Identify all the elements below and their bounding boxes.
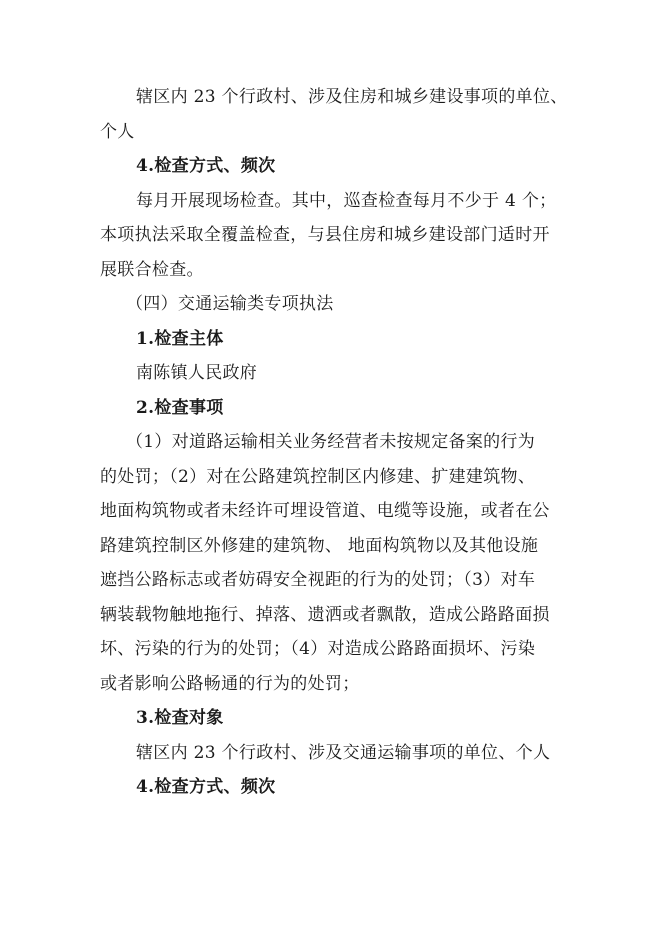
section-heading: 2.检查事项	[136, 397, 224, 418]
text-line: 地面构筑物或者未经许可埋设管道、电缆等设施，或者在公	[100, 501, 550, 521]
text-line: 辆装载物触地拖行、掉落、遗洒或者飘散，造成公路路面损	[100, 604, 550, 625]
text-line: 本项执法采取全覆盖检查，与县住房和城乡建设部门适时开	[100, 225, 550, 245]
text-line: 个人	[100, 121, 135, 142]
text-line: 坏、污染的行为的处罚；（4）对造成公路路面损坏、污染	[100, 639, 536, 659]
text-line: 辖区内 23 个行政村、涉及住房和城乡建设事项的单位、	[136, 87, 568, 107]
text-line: 或者影响公路畅通的行为的处罚；	[100, 673, 360, 694]
text-line: 的处罚；（2）对在公路建筑控制区内修建、扩建建筑物、	[100, 466, 536, 487]
text-line: 南陈镇人民政府	[136, 363, 258, 383]
section-heading: 4.检查方式、频次	[136, 777, 276, 797]
text-line: 遮挡公路标志或者妨碍安全视距的行为的处罚；（3）对车	[100, 570, 536, 590]
text-line: （1）对道路运输相关业务经营者未按规定备案的行为	[126, 432, 536, 452]
chapter-heading: （四）交通运输类专项执法	[126, 294, 334, 314]
text-line: 每月开展现场检查。其中，巡查检查每月不少于 4 个；	[136, 190, 557, 211]
section-heading: 1.检查主体	[136, 328, 224, 349]
section-heading: 3.检查对象	[136, 708, 224, 728]
text-line: 路建筑控制区外修建的建筑物、 地面构筑物以及其他设施	[100, 535, 539, 556]
section-heading: 4.检查方式、频次	[136, 156, 276, 176]
document-page	[100, 80, 570, 805]
text-line: 展联合检查。	[100, 259, 204, 280]
text-line: 辖区内 23 个行政村、涉及交通运输事项的单位、个人	[136, 742, 551, 763]
